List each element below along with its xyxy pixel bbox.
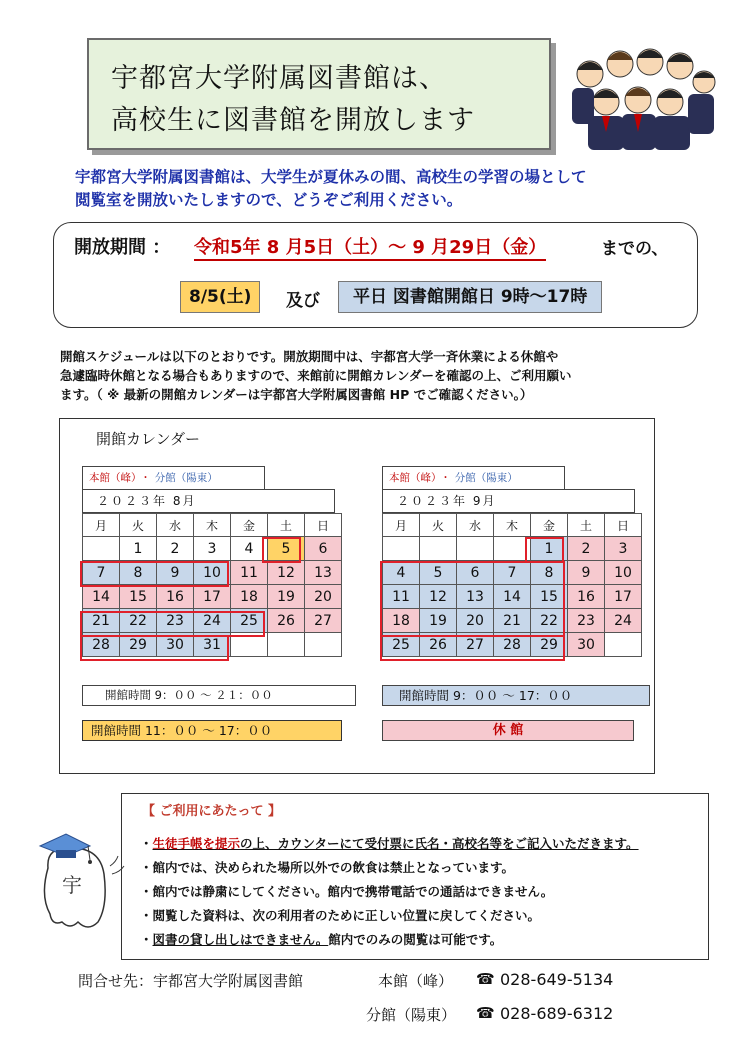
calendar-day: 30 <box>157 633 194 657</box>
calendar-day: 31 <box>194 633 231 657</box>
note-5-bullet: ・ <box>140 932 153 947</box>
aug-month-header: ２０２３年 8月 <box>82 489 335 513</box>
calendar-day: 12 <box>420 585 457 609</box>
august-calendar <box>82 513 342 657</box>
notes-heading: 【 ご利用にあたって 】 <box>142 804 282 819</box>
title-line-1: 宇都宮大学附属図書館は、 <box>111 63 447 94</box>
tab-dot: ・ <box>440 472 451 484</box>
svg-text:宇: 宇 <box>62 873 82 897</box>
open-period-box <box>53 222 698 328</box>
title-line-2: 高校生に図書館を開放します <box>111 105 475 136</box>
period-label: 開放期間 ： <box>74 237 171 258</box>
note-5-emphasis: 図書の貸し出しはできません。 <box>152 932 329 947</box>
note-1-emphasis: 生徒手帳を提示 <box>152 836 241 851</box>
calendar-day: 13 <box>457 585 494 609</box>
notice-line-2: 急遽臨時休館となる場合もありますので、来館前に開館カレンダーを確認の上、ご利用願い <box>60 368 572 383</box>
calendar-day: 7 <box>494 561 531 585</box>
calendar-day: 12 <box>268 561 305 585</box>
title-box <box>87 38 551 150</box>
aug-building-tabs <box>82 466 265 489</box>
calendar-day: 17 <box>194 585 231 609</box>
calendar-day: 13 <box>305 561 342 585</box>
calendar-day <box>457 537 494 561</box>
contact-branch-name: 分館（陽東） <box>366 1006 457 1024</box>
calendar-day: 8 <box>120 561 157 585</box>
calendar-day <box>494 537 531 561</box>
calendar-day: 22 <box>531 609 568 633</box>
note-1 <box>140 834 639 852</box>
calendar-day: 25 <box>383 633 420 657</box>
calendar-day: 11 <box>231 561 268 585</box>
note-4: ・閲覧した資料は、次の利用者のために正しい位置に戻してください。 <box>140 908 541 923</box>
notice-line-1: 開館スケジュールは以下のとおりです。開放期間中は、宇都宮大学一斉休業による休館や <box>60 349 559 364</box>
calendar-day: 15 <box>120 585 157 609</box>
calendar-day: 3 <box>605 537 642 561</box>
calendar-day: 3 <box>194 537 231 561</box>
weekday-header: 月 <box>383 514 420 537</box>
calendar-day <box>268 633 305 657</box>
period-dates: 令和5年 8 月5日（土）～ 9 月29日（金） <box>194 233 546 261</box>
weekday-header: 木 <box>194 514 231 537</box>
sep-building-tabs <box>382 466 565 489</box>
calendar-day <box>383 537 420 561</box>
phone-icon: ☎ <box>476 1004 495 1022</box>
calendar-day <box>420 537 457 561</box>
contact-label: 問合せ先：宇都宮大学附属図書館 <box>78 972 304 990</box>
note-2: ・館内では、決められた場所以外での飲食は禁止となっています。 <box>140 860 515 875</box>
calendar-day: 29 <box>120 633 157 657</box>
notice-line-3: ます。（ ※ 最新の開館カレンダーは宇都宮大学附属図書館 HP でご確認ください。） <box>60 387 533 402</box>
calendar-day: 15 <box>531 585 568 609</box>
intro-line-1: 宇都宮大学附属図書館は、大学生が夏休みの間、高校生の学習の場として <box>75 168 587 186</box>
tab-branch: 分館（陽東） <box>454 472 518 484</box>
calendar-day: 24 <box>605 609 642 633</box>
calendar-day: 9 <box>568 561 605 585</box>
weekday-header: 木 <box>494 514 531 537</box>
calendar-day: 28 <box>83 633 120 657</box>
contact-branch-tel: 028-689-6312 <box>500 1004 614 1023</box>
calendar-day: 22 <box>120 609 157 633</box>
legend-pink: 休 館 <box>382 720 634 741</box>
weekday-header: 日 <box>305 514 342 537</box>
tab-branch: 分館（陽東） <box>154 472 218 484</box>
period-tail: までの、 <box>601 239 669 259</box>
calendar-day: 21 <box>494 609 531 633</box>
note-1-bullet: ・ <box>140 836 153 851</box>
calendar-day: 11 <box>383 585 420 609</box>
mascot-illustration <box>28 826 133 934</box>
students-illustration <box>568 42 718 152</box>
calendar-day: 17 <box>605 585 642 609</box>
sep-month-header: ２０２３年 9月 <box>382 489 635 513</box>
calendar-day: 30 <box>568 633 605 657</box>
weekday-chip: 平日 図書館開館日 9時～17時 <box>338 281 602 313</box>
calendar-day: 20 <box>457 609 494 633</box>
weekday-header: 水 <box>157 514 194 537</box>
calendar-day: 5 <box>268 537 305 561</box>
calendar-day: 18 <box>231 585 268 609</box>
september-calendar <box>382 513 642 657</box>
calendar-day: 6 <box>305 537 342 561</box>
weekday-header: 火 <box>120 514 157 537</box>
calendar-day: 21 <box>83 609 120 633</box>
weekday-header: 土 <box>268 514 305 537</box>
tab-main: 本館（峰） <box>89 472 137 484</box>
calendar-day: 19 <box>268 585 305 609</box>
contact-main-name: 本館（峰） <box>378 972 454 990</box>
calendar-day: 26 <box>420 633 457 657</box>
calendar-day: 26 <box>268 609 305 633</box>
calendar-day: 19 <box>420 609 457 633</box>
calendar-day: 27 <box>457 633 494 657</box>
calendar-day: 28 <box>494 633 531 657</box>
calendar-day: 14 <box>83 585 120 609</box>
calendar-day: 10 <box>605 561 642 585</box>
calendar-day: 16 <box>157 585 194 609</box>
weekday-header: 日 <box>605 514 642 537</box>
saturday-chip: 8/5(土) <box>180 281 260 313</box>
calendar-day <box>305 633 342 657</box>
note-3: ・館内では静粛にしてください。館内で携帯電話での通話はできません。 <box>140 884 554 899</box>
calendar-day: 24 <box>194 609 231 633</box>
note-5 <box>140 930 502 948</box>
calendar-day: 6 <box>457 561 494 585</box>
legend-yellow: 開館時間 11：００ ～ 17：００ <box>82 720 342 741</box>
calendar-day <box>231 633 268 657</box>
weekday-header: 水 <box>457 514 494 537</box>
calendar-day: 27 <box>305 609 342 633</box>
period-conj: 及び <box>286 291 320 311</box>
note-5-rest: 館内でのみの閲覧は可能です。 <box>328 932 503 947</box>
calendar-day <box>605 633 642 657</box>
calendar-day: 14 <box>494 585 531 609</box>
calendar-day: 16 <box>568 585 605 609</box>
weekday-header: 金 <box>531 514 568 537</box>
contact-main-tel: 028-649-5134 <box>500 970 614 989</box>
calendar-day: 23 <box>568 609 605 633</box>
calendar-day: 29 <box>531 633 568 657</box>
legend-blue: 開館時間 9：００ ～ 17：００ <box>382 685 650 706</box>
weekday-header: 火 <box>420 514 457 537</box>
weekday-header: 土 <box>568 514 605 537</box>
calendar-day: 9 <box>157 561 194 585</box>
calendar-day: 7 <box>83 561 120 585</box>
legend-white: 開館時間 9：００ ～ ２１：００ <box>82 685 356 706</box>
calendar-title: 開館カレンダー <box>96 430 201 448</box>
phone-icon: ☎ <box>476 970 495 988</box>
calendar-day <box>83 537 120 561</box>
calendar-day: 5 <box>420 561 457 585</box>
calendar-day: 4 <box>383 561 420 585</box>
calendar-day: 10 <box>194 561 231 585</box>
calendar-day: 2 <box>568 537 605 561</box>
calendar-day: 1 <box>531 537 568 561</box>
calendar-day: 23 <box>157 609 194 633</box>
note-1-rest: の上、カウンターにて受付票に氏名・高校名等をご記入いただきます。 <box>240 836 639 851</box>
calendar-day: 25 <box>231 609 268 633</box>
calendar-day: 20 <box>305 585 342 609</box>
calendar-day: 8 <box>531 561 568 585</box>
calendar-day: 1 <box>120 537 157 561</box>
weekday-header: 金 <box>231 514 268 537</box>
calendar-day: 18 <box>383 609 420 633</box>
calendar-day: 2 <box>157 537 194 561</box>
tab-dot: ・ <box>140 472 151 484</box>
intro-line-2: 閲覧室を開放いたしますので、どうぞご利用ください。 <box>75 191 463 209</box>
calendar-day: 4 <box>231 537 268 561</box>
weekday-header: 月 <box>83 514 120 537</box>
tab-main: 本館（峰） <box>389 472 437 484</box>
